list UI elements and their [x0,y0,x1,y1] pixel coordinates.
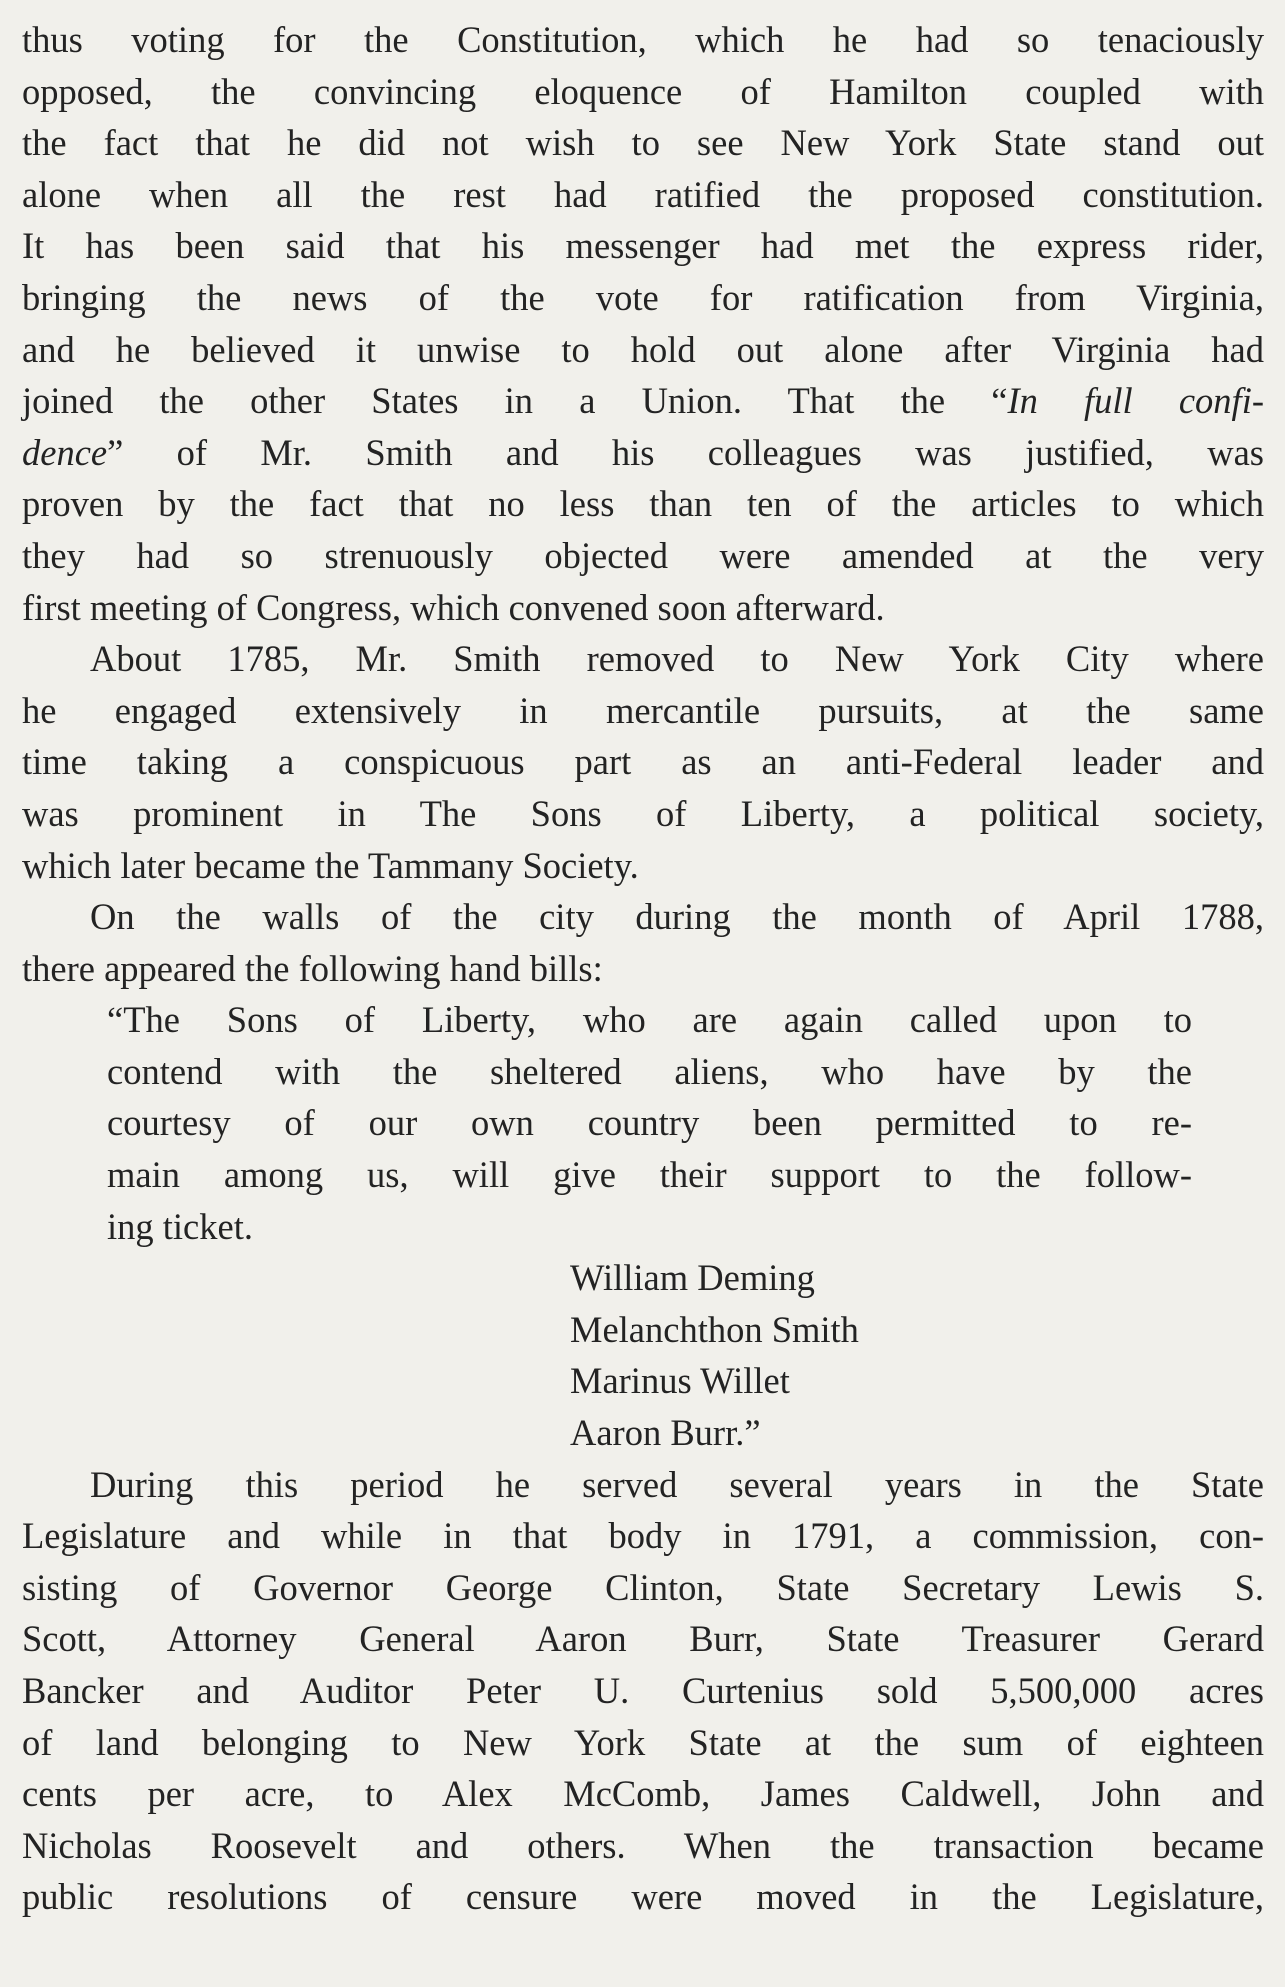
text-line [22,427,1264,479]
quote-line: contend with the sheltered aliens, who have by the [107,1050,1192,1092]
paragraph-new-york-city [22,633,1264,891]
text-line: proven by the fact that no less than ten of the articles to which [22,483,1264,525]
quote-line: courtesy of our own country been permitted to re- [107,1102,1192,1144]
ticket-name: Marinus Willet [570,1360,790,1402]
ticket-name: Melanchthon Smith [570,1308,859,1350]
text-line: Scott, Attorney General Aaron Burr, State Treasurer Gerard [22,1618,1264,1660]
text-line: they had so strenuously objected were amended at the very [22,534,1264,576]
quote-line: ing ticket. [107,1205,253,1247]
text-line: public resolutions of censure were moved in the Legislature, [22,1876,1264,1918]
text-line: It has been said that his messenger had met the express rider, [22,225,1264,267]
text-line: About 1785, Mr. Smith removed to New York City where [90,638,1264,680]
text-line: Legislature and while in that body in 1791, a commission, con- [22,1515,1264,1557]
text-line: thus voting for the Constitution, which he had so tenaciously [22,19,1264,60]
text-line: cents per acre, to Alex McComb, James Caldwell, John and [22,1773,1264,1815]
text-line: and he believed it unwise to hold out alone after Virginia had [22,328,1264,370]
text-line: first meeting of Congress, which convened soon afterward. [22,586,885,628]
ticket-names [570,1252,1264,1458]
body-text [22,14,1264,1923]
text-segment: joined the other States in a Union. That the “ [22,380,1008,422]
paragraph-legislature [22,1459,1264,1923]
paragraph-constitution-vote [22,14,1264,633]
text-line: sisting of Governor George Clinton, State Secretary Lewis S. [22,1566,1264,1608]
italic-phrase: In full confi- [1007,380,1264,422]
text-line: During this period he served several years in the State [90,1463,1264,1505]
text-line: there appeared the following hand bills: [22,947,603,989]
hand-bill-quote [107,994,1192,1252]
text-segment: ” of Mr. Smith and his colleagues was justified, was [107,431,1264,473]
paragraph-hand-bills [22,891,1264,994]
text-line: of land belonging to New York State at the sum of eighteen [22,1721,1264,1763]
text-line: bringing the news of the vote for ratification from Virginia, [22,276,1264,318]
quote-line: main among us, will give their support to the follow- [107,1154,1192,1196]
text-line: was prominent in The Sons of Liberty, a political society, [22,792,1264,834]
text-line: he engaged extensively in mercantile pursuits, at the same [22,689,1264,731]
ticket-name: William Deming [570,1257,815,1299]
text-line: which later became the Tammany Society. [22,844,639,886]
italic-phrase: dence [22,431,108,473]
text-line: alone when all the rest had ratified the proposed constitution. [22,173,1264,215]
text-line: On the walls of the city during the month of April 1788, [90,896,1264,938]
text-line: time taking a conspicuous part as an anti-Federal leader and [22,741,1264,783]
text-line [22,375,1264,427]
text-line: Bancker and Auditor Peter U. Curtenius sold 5,500,000 acres [22,1670,1264,1711]
quote-line: “The Sons of Liberty, who are again called upon to [107,999,1192,1041]
ticket-name: Aaron Burr.” [570,1412,761,1454]
text-line: opposed, the convincing eloquence of Hamilton coupled with [22,70,1264,112]
text-line: the fact that he did not wish to see New York State stand out [22,122,1264,164]
text-line: Nicholas Roosevelt and others. When the transaction became [22,1824,1264,1866]
